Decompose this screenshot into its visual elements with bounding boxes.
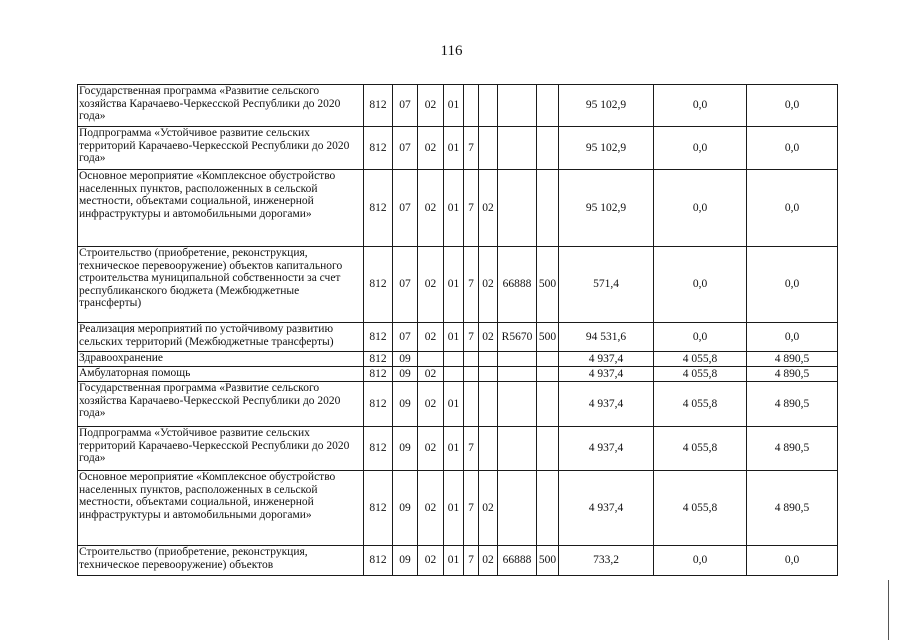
amount-year-3: 0,0 (747, 546, 838, 576)
code-event (479, 367, 498, 382)
table-row (78, 471, 838, 546)
code-event (479, 427, 498, 471)
code-program: 01 (444, 382, 464, 427)
row-name: Государственная программа «Развитие сельского хозяйства Карачаево-Черкесской Республики до 2020 года» (78, 85, 364, 127)
code-razdel: 09 (393, 352, 418, 367)
amount-year-3: 4 890,5 (747, 471, 838, 546)
code-ved: 812 (364, 367, 393, 382)
code-expense-type (537, 427, 559, 471)
amount-year-3: 0,0 (747, 85, 838, 127)
code-direction (498, 85, 537, 127)
code-razdel: 09 (393, 367, 418, 382)
code-razdel: 09 (393, 546, 418, 576)
code-direction (498, 127, 537, 170)
code-event: 02 (479, 546, 498, 576)
row-name: Государственная программа «Развитие сельского хозяйства Карачаево-Черкесской Республики до 2020 года» (78, 382, 364, 427)
code-program (444, 352, 464, 367)
code-ved: 812 (364, 127, 393, 170)
code-subprogram (464, 85, 479, 127)
table-row (78, 85, 838, 127)
amount-year-3: 4 890,5 (747, 367, 838, 382)
code-program: 01 (444, 85, 464, 127)
amount-year-2: 0,0 (654, 127, 747, 170)
row-name: Основное мероприятие «Комплексное обустройство населенных пунктов, расположенных в сельской местности, объектами социальной, инженерной инфраструктуры и автомобильными дорогами» (78, 170, 364, 247)
code-program: 01 (444, 127, 464, 170)
code-direction (498, 427, 537, 471)
code-razdel: 07 (393, 85, 418, 127)
code-program (444, 367, 464, 382)
code-podrazdel: 02 (418, 170, 444, 247)
amount-year-3: 0,0 (747, 127, 838, 170)
code-podrazdel: 02 (418, 471, 444, 546)
code-subprogram: 7 (464, 546, 479, 576)
code-podrazdel: 02 (418, 85, 444, 127)
code-event: 02 (479, 247, 498, 323)
code-direction (498, 471, 537, 546)
scan-margin-line (888, 580, 889, 640)
code-subprogram (464, 352, 479, 367)
row-name: Подпрограмма «Устойчивое развитие сельских территорий Карачаево-Черкесской Республики до 2020 года» (78, 427, 364, 471)
code-ved: 812 (364, 323, 393, 352)
code-razdel: 09 (393, 427, 418, 471)
code-direction: 66888 (498, 247, 537, 323)
amount-year-2: 0,0 (654, 323, 747, 352)
code-razdel: 07 (393, 247, 418, 323)
amount-year-2: 4 055,8 (654, 382, 747, 427)
code-podrazdel: 02 (418, 247, 444, 323)
code-event (479, 85, 498, 127)
code-podrazdel (418, 352, 444, 367)
table-row (78, 367, 838, 382)
row-name: Строительство (приобретение, реконструкция, техническое перевооружение) объектов капитального строительства муниципальной собственности за счет республиканского бюджета (Межбюджетные трансферты) (78, 247, 364, 323)
amount-year-2: 4 055,8 (654, 367, 747, 382)
amount-year-1: 4 937,4 (559, 367, 654, 382)
code-subprogram: 7 (464, 471, 479, 546)
amount-year-1: 4 937,4 (559, 352, 654, 367)
code-expense-type (537, 170, 559, 247)
code-ved: 812 (364, 85, 393, 127)
row-name: Основное мероприятие «Комплексное обустройство населенных пунктов, расположенных в сельской местности, объектами социальной, инженерной инфраструктуры и автомобильными дорогами» (78, 471, 364, 546)
code-podrazdel: 02 (418, 382, 444, 427)
code-podrazdel: 02 (418, 546, 444, 576)
code-razdel: 09 (393, 382, 418, 427)
table-row (78, 247, 838, 323)
code-razdel: 07 (393, 127, 418, 170)
code-expense-type: 500 (537, 546, 559, 576)
amount-year-1: 4 937,4 (559, 427, 654, 471)
code-event (479, 382, 498, 427)
code-program: 01 (444, 471, 464, 546)
code-expense-type (537, 382, 559, 427)
amount-year-2: 4 055,8 (654, 352, 747, 367)
code-event (479, 127, 498, 170)
code-subprogram: 7 (464, 427, 479, 471)
code-expense-type (537, 85, 559, 127)
code-program: 01 (444, 247, 464, 323)
code-subprogram: 7 (464, 323, 479, 352)
row-name: Строительство (приобретение, реконструкция, техническое перевооружение) объектов (78, 546, 364, 576)
code-event: 02 (479, 323, 498, 352)
code-ved: 812 (364, 352, 393, 367)
table-row (78, 382, 838, 427)
amount-year-3: 0,0 (747, 170, 838, 247)
amount-year-1: 571,4 (559, 247, 654, 323)
code-subprogram (464, 382, 479, 427)
code-expense-type: 500 (537, 323, 559, 352)
code-expense-type (537, 471, 559, 546)
code-subprogram: 7 (464, 247, 479, 323)
amount-year-3: 4 890,5 (747, 427, 838, 471)
amount-year-1: 95 102,9 (559, 170, 654, 247)
code-ved: 812 (364, 170, 393, 247)
table-row (78, 170, 838, 247)
code-ved: 812 (364, 382, 393, 427)
code-ved: 812 (364, 471, 393, 546)
code-subprogram: 7 (464, 127, 479, 170)
code-razdel: 07 (393, 323, 418, 352)
amount-year-1: 94 531,6 (559, 323, 654, 352)
code-event: 02 (479, 471, 498, 546)
code-direction: 66888 (498, 546, 537, 576)
amount-year-3: 4 890,5 (747, 382, 838, 427)
code-expense-type: 500 (537, 247, 559, 323)
row-name: Амбулаторная помощь (78, 367, 364, 382)
amount-year-1: 733,2 (559, 546, 654, 576)
amount-year-1: 4 937,4 (559, 471, 654, 546)
code-direction (498, 382, 537, 427)
page-number: 116 (440, 43, 463, 59)
code-subprogram: 7 (464, 170, 479, 247)
table-row (78, 352, 838, 367)
code-program: 01 (444, 170, 464, 247)
table-row (78, 323, 838, 352)
amount-year-2: 0,0 (654, 170, 747, 247)
code-ved: 812 (364, 546, 393, 576)
amount-year-3: 0,0 (747, 247, 838, 323)
code-expense-type (537, 127, 559, 170)
code-subprogram (464, 367, 479, 382)
budget-table (77, 84, 838, 576)
code-razdel: 09 (393, 471, 418, 546)
code-direction (498, 352, 537, 367)
code-podrazdel: 02 (418, 323, 444, 352)
amount-year-1: 95 102,9 (559, 127, 654, 170)
code-ved: 812 (364, 427, 393, 471)
table-row (78, 546, 838, 576)
code-direction (498, 170, 537, 247)
code-program: 01 (444, 546, 464, 576)
row-name: Здравоохранение (78, 352, 364, 367)
code-direction (498, 367, 537, 382)
code-event: 02 (479, 170, 498, 247)
code-direction: R5670 (498, 323, 537, 352)
amount-year-3: 4 890,5 (747, 352, 838, 367)
amount-year-2: 4 055,8 (654, 427, 747, 471)
code-razdel: 07 (393, 170, 418, 247)
table-row (78, 127, 838, 170)
amount-year-2: 4 055,8 (654, 471, 747, 546)
code-podrazdel: 02 (418, 367, 444, 382)
amount-year-3: 0,0 (747, 323, 838, 352)
code-program: 01 (444, 323, 464, 352)
code-ved: 812 (364, 247, 393, 323)
code-event (479, 352, 498, 367)
code-expense-type (537, 352, 559, 367)
amount-year-2: 0,0 (654, 247, 747, 323)
amount-year-2: 0,0 (654, 546, 747, 576)
table-row (78, 427, 838, 471)
budget-table-body (78, 85, 838, 576)
code-podrazdel: 02 (418, 127, 444, 170)
code-podrazdel: 02 (418, 427, 444, 471)
amount-year-1: 4 937,4 (559, 382, 654, 427)
code-program: 01 (444, 427, 464, 471)
amount-year-1: 95 102,9 (559, 85, 654, 127)
row-name: Реализация мероприятий по устойчивому развитию сельских территорий (Межбюджетные трансферты) (78, 323, 364, 352)
row-name: Подпрограмма «Устойчивое развитие сельских территорий Карачаево-Черкесской Республики до 2020 года» (78, 127, 364, 170)
code-expense-type (537, 367, 559, 382)
amount-year-2: 0,0 (654, 85, 747, 127)
